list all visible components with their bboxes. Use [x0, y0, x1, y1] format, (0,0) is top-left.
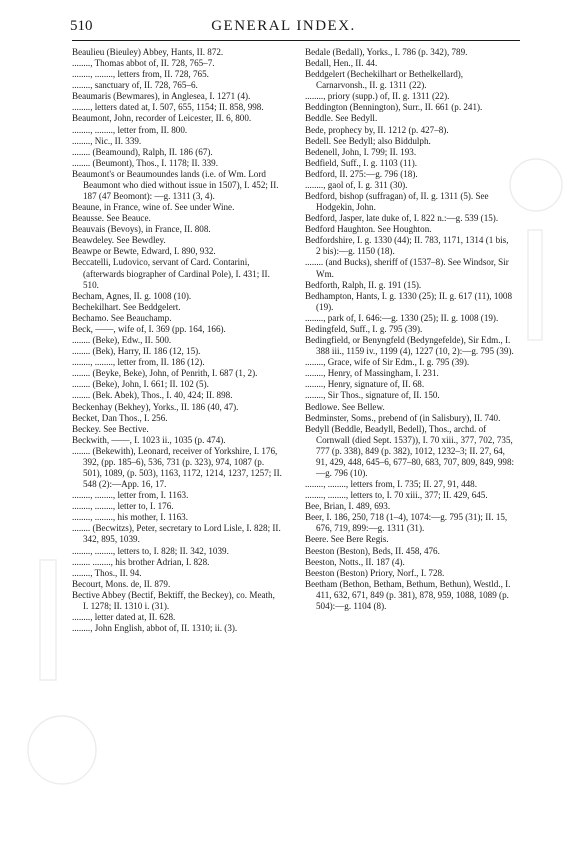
index-entry: ........ (Bekewith), Leonard, receiver of Yorkshire, I. 176, 392, (pp. 185–6), 536, 731 (p. 323), 974, 1087 (p. 501), 1089, (p. 503), 1163, 1172, 1214, 1237, 1257; II. 548 (2):—App. 16, 17. [72, 445, 282, 490]
index-entry: ........ (Beyke, Beke), John, of Penrith, I. 687 (1, 2). [72, 368, 258, 379]
index-entry: Beccatelli, Ludovico, servant of Card. Contarini, (afterwards biographer of Cardinal Pole), I. 431; II. 510. [72, 257, 270, 290]
index-entry: ........, letters dated at, I. 507, 655, 1154; II. 858, 998. [72, 102, 264, 113]
index-entry: ........, sanctuary of, II. 728, 765–6. [72, 80, 198, 91]
index-entry: Beere. See Bere Regis. [305, 534, 389, 545]
index-entry: Beetham (Bethon, Betham, Bethum, Bethun), Westld., I. 411, 632, 671, 849 (p. 381), 878, 959, 1088, 1089 (p. 504):—g. 1104 (8). [305, 578, 511, 611]
index-entry: Bede, prophecy by, II. 1212 (p. 427–8). [305, 124, 449, 135]
index-entry: Bedingfield, or Benyngfeld (Bedyngefelde), Sir Edm., I. 388 iii., 1159 iv., 1199 (4), 1227 (10, 2):—g. 795 (39). [305, 335, 514, 357]
index-entry: ........ (Beke), John, I. 661; II. 102 (5). [72, 379, 209, 390]
index-entry: Bedall, Hen., II. 44. [305, 58, 378, 69]
index-entry: Becham, Agnes, II. g. 1008 (10). [72, 290, 192, 301]
index-entry: ........ ........, his brother Adrian, I. 828. [72, 556, 210, 567]
index-entry: ........ (Beumont), Thos., I. 1178; II. 339. [72, 157, 218, 168]
index-entry: Beaumont's or Beaumoundes lands (i.e. of Wm. Lord Beaumont who died without issue in 1507), I. 452; II. 187 (47 Beomont): —g. 1311 (3, 4). [72, 168, 279, 202]
index-entry: Beawpe or Bewte, Edward, I. 890, 932. [72, 246, 216, 257]
index-entry: Bective Abbey (Bectif, Bektiff, the Beckey), co. Meath, I. 1278; II. 1310 i. (31). [72, 589, 275, 611]
index-entry: Beddle. See Bedyll. [305, 113, 378, 124]
index-entry: ........, John English, abbot of, II. 1310; ii. (3). [72, 623, 238, 634]
index-entry: Bee, Brian, I. 489, 693. [305, 501, 391, 512]
index-entry: Beckey. See Bective. [72, 423, 149, 434]
index-entry: ........ (Bek), Harry, II. 186 (12, 15). [72, 346, 201, 357]
index-entry: ........, Sir Thos., signature of, II. 150. [305, 390, 440, 401]
index-entry: ........ (Becwitzs), Peter, secretary to Lord Lisle, I. 828; II. 342, 895, 1039. [72, 523, 281, 545]
index-entry: ........, ........, letters to, I. 828; II. 342, 1039. [72, 545, 229, 556]
index-entry: Beeston (Beston) Priory, Norf., I. 728. [305, 567, 445, 578]
index-entry: Beaumont, John, recorder of Leicester, II. 6, 800. [72, 113, 252, 124]
index-entry: Bedhampton, Hants, I. g. 1330 (25); II. g. 617 (11), 1008 (19). [305, 290, 513, 312]
index-entry: Bedford, Jasper, late duke of, I. 822 n.:—g. 539 (15). [305, 213, 499, 224]
index-entry: Bedale (Bedall), Yorks., I. 786 (p. 342), 789. [305, 47, 468, 57]
index-entry: ........, ........, letters from, I. 735; II. 27, 91, 448. [305, 479, 477, 490]
index-entry: Beckenhay (Bekhey), Yorks., II. 186 (40, 47). [72, 401, 239, 412]
index-entry: ........ (Bek. Abek), Thos., I. 40, 424; II. 898. [72, 390, 233, 401]
index-entry: Bechamo. See Beauchamp. [72, 312, 172, 323]
index-entry: Beeston, Notts., II. 187 (4). [305, 556, 405, 567]
index-entry: Beawdeley. See Bewdley. [72, 235, 166, 246]
index-entry: ........ (and Bucks), sheriff of (1537–8). See Windsor, Sir Wm. [305, 257, 509, 279]
index-entry: ........ (Beamound), Ralph, II. 186 (67). [72, 146, 213, 157]
index-entry: ........, Henry, of Massingham, I. 231. [305, 368, 439, 379]
index-entry: ........, Grace, wife of Sir Edm., I. g. 795 (39). [305, 357, 470, 368]
index-column-left [72, 47, 282, 634]
index-entry: Bedell. See Bedyll; also Biddulph. [305, 135, 431, 146]
index-entry: Beckwith, ——, I. 1023 ii., 1035 (p. 474). [72, 434, 226, 445]
index-entry: ........, Thos., II. 94. [72, 567, 142, 578]
index-entry: ........, ........, letter from, I. 1163. [72, 490, 189, 501]
index-entry: ........ (Beke), Edw., II. 500. [72, 335, 172, 346]
index-entry: Beer, I. 186, 250, 718 (1–4), 1074:—g. 795 (31); II. 15, 676, 719, 899:—g. 1311 (31). [305, 512, 508, 534]
index-entry: Bedminster, Soms., prebend of (in Salisbury), II. 740. [305, 412, 501, 423]
index-entry: Bedforth, Ralph, II. g. 191 (15). [305, 279, 422, 290]
index-entry: Beddgelert (Bechekilhart or Bethelkellard), Carnarvonsh., II. g. 1311 (22). [305, 69, 464, 91]
index-entry: Beausse. See Beauce. [72, 213, 151, 224]
index-entry: ........, park of, I. 646:—g. 1330 (25); II. g. 1008 (19). [305, 312, 499, 323]
index-entry: ........, letter dated at, II. 628. [72, 611, 176, 622]
index-column-right [305, 47, 515, 612]
page-number: 510 [70, 18, 93, 34]
index-entry: Bedford, II. 275:—g. 796 (18). [305, 168, 418, 179]
index-entry: Bedlowe. See Bellew. [305, 401, 385, 412]
index-entry: ........, ........, his mother, I. 1163. [72, 512, 188, 523]
page-title: GENERAL INDEX. [211, 18, 356, 34]
index-entry: Bedford, bishop (suffragan) of, II. g. 1311 (5). See Hodgekin, John. [305, 191, 489, 213]
index-entry: Bedenell, John, I. 799; II. 193. [305, 146, 417, 157]
index-entry: Bedyll (Beddle, Beadyll, Bedell), Thos., archd. of Cornwall (died Sept. 1537)), I. 70 xiii., 377, 702, 735, 777 (p. 338), 849 (p. 382), 1012, 1232–3; II. 27, 64, 91, 429, 448, 645–6, 677–80, 683, 707, 809, 849, 998:—g. 796 (10). [305, 423, 515, 478]
index-entry: Bedingfeld, Suff., I. g. 795 (39). [305, 323, 423, 334]
index-entry: ........, ........, letters to, I. 70 xiii., 377; II. 429, 645. [305, 490, 488, 501]
index-entry: ........, Nic., II. 339. [72, 135, 142, 146]
index-entry: Bechekilhart. See Beddgelert. [72, 301, 181, 312]
header-rule [72, 40, 520, 41]
index-entry: Beeston (Beston), Beds, II. 458, 476. [305, 545, 440, 556]
index-entry: Beaumaris (Bewmares), in Anglesea, I. 1271 (4). [72, 91, 251, 102]
index-entry: Beddington (Bennington), Surr., II. 661 (p. 241). [305, 102, 483, 113]
index-entry: Bedfield, Suff., I. g. 1103 (11). [305, 157, 418, 168]
index-entry: Beaune, in France, wine of. See under Wine. [72, 202, 235, 213]
index-entry: Becket, Dan Thos., I. 256. [72, 412, 168, 423]
index-entry: ........, Thomas abbot of, II. 728, 765–7. [72, 58, 215, 69]
index-entry: Beck, ——, wife of, I. 369 (pp. 164, 166). [72, 323, 226, 334]
index-entry: ........, ........, letter to, I. 176. [72, 501, 174, 512]
index-entry: ........, Henry, signature of, II. 68. [305, 379, 425, 390]
index-entry: ........, ........, letters from, II. 728, 765. [72, 69, 209, 80]
index-entry: ........, priory (supp.) of, II. g. 1311 (22). [305, 91, 450, 102]
index-entry: Becourt, Mons. de, II. 879. [72, 578, 171, 589]
index-entry: Bedford Haughton. See Houghton. [305, 224, 432, 235]
index-entry: Beaulieu (Bieuley) Abbey, Hants, II. 872. [72, 47, 224, 57]
index-entry: ........, ........, letter from, II. 800. [72, 124, 188, 135]
index-entry: Beauvais (Bevoys), in France, II. 808. [72, 224, 211, 235]
index-entry: ........, gaol of, I. g. 311 (30). [305, 179, 408, 190]
index-entry: Bedfordshire, I. g. 1330 (44); II. 783, 1171, 1314 (1 bis, 2 bis):—g. 1150 (18). [305, 235, 509, 257]
index-entry: ........, ........, letter from, II. 186 (12). [72, 357, 205, 368]
